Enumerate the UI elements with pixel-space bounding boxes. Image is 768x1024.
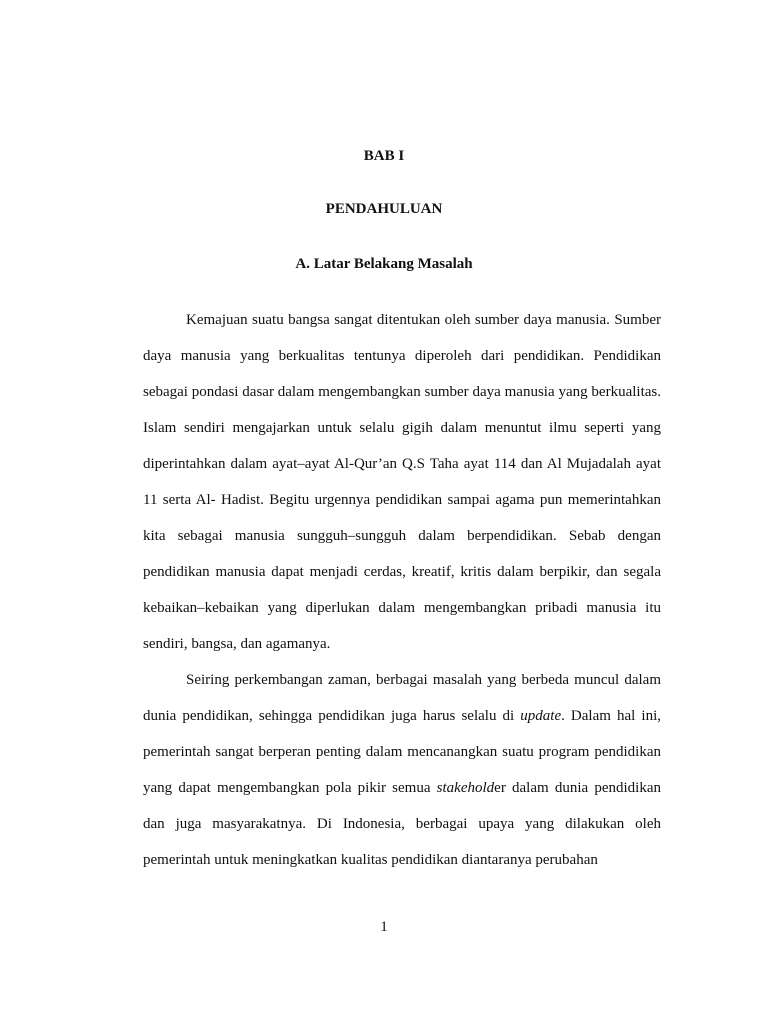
paragraph-2 [143,662,661,878]
section-heading: A. Latar Belakang Masalah [295,256,473,272]
paragraph-2-segment-3: . Dalam hal ini, pemerintah sangat berperan penting dalam mencanangkan suatu program pendidikan yang dapat mengembangkan pola pikir semua [143,708,661,796]
paragraph-1-segment-1: Kemajuan suatu bangsa sangat ditentukan oleh sumber daya manusia. Sumber daya manusia yang berkualitas tentunya diperoleh dari pendidikan. Pendidikan sebagai pondasi dasar dalam mengembangkan sumber daya manusia yang berkualitas. Islam sendiri mengajarkan untuk selalu gigih dalam menuntut ilmu seperti yang diperintahkan dalam ayat–ayat Al-Qur’an Q.S Taha ayat 114 dan Al Mujadalah ayat 11 serta Al- Hadist. Begitu urgennya pendidikan sampai agama pun memerintahkan kita sebagai manusia sungguh–sungguh dalam berpendidikan. Sebab dengan pendidikan manusia dapat menjadi cerdas, kreatif, kritis dalam berpikir, dan segala kebaikan–kebaikan yang diperlukan dalam mengembangkan pribadi manusia itu sendiri, bangsa, dan agamanya. [143,312,661,652]
paragraph-1 [143,302,661,662]
body-text [143,302,661,878]
chapter-title: PENDAHULUAN [325,201,443,217]
paragraph-2-segment-5: er dalam dunia pendidikan dan juga masyarakatnya. Di Indonesia, berbagai upaya yang dilakukan oleh pemerintah untuk meningkatkan kualitas pendidikan diantaranya perubahan [143,780,661,868]
page-number: 1 [380,919,388,935]
chapter-number: BAB I [363,148,405,164]
paragraph-2-segment-1: Seiring perkembangan zaman, berbagai masalah yang berbeda muncul dalam dunia pendidikan, sehingga pendidikan juga harus selalu di [143,672,661,724]
paragraph-2-italic-stakeholder: stakehold [436,780,495,796]
paragraph-2-italic-update: update [520,708,562,724]
